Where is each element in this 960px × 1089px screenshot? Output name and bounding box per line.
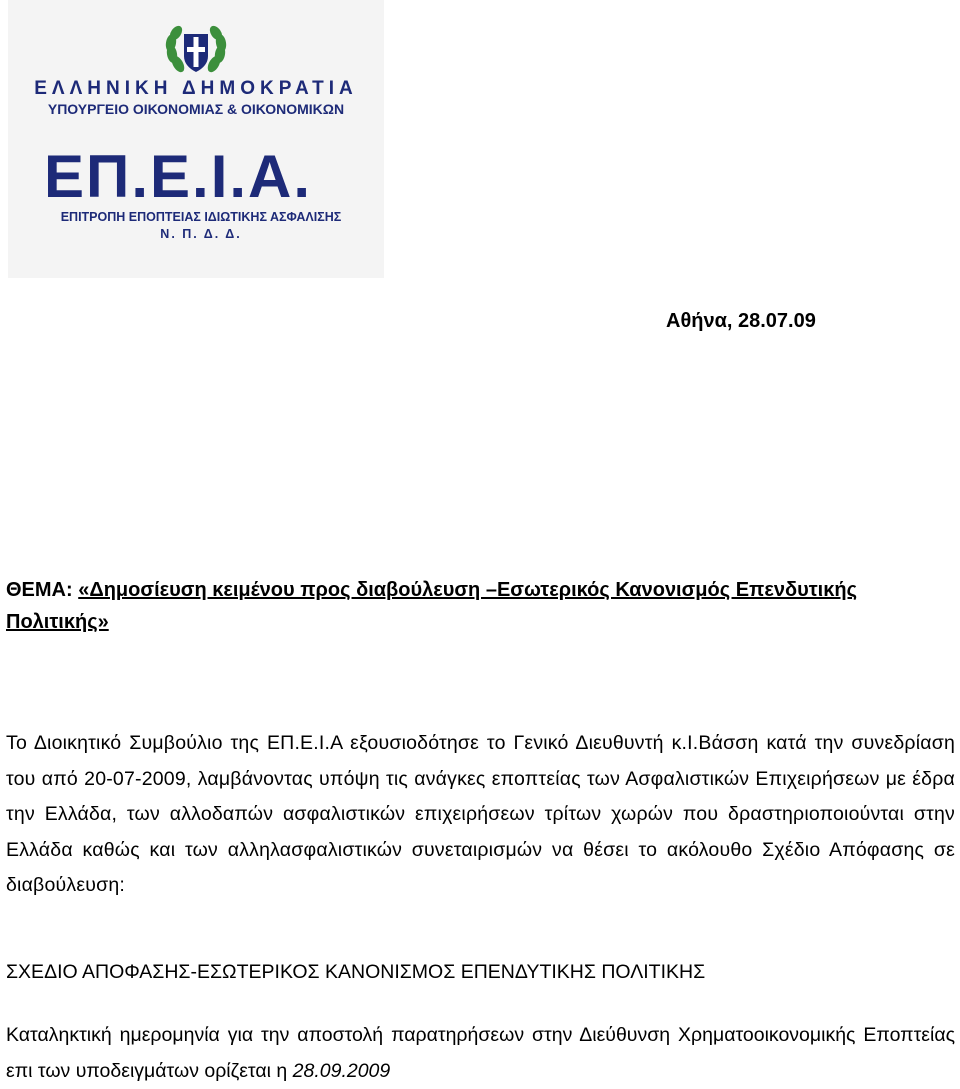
body-paragraph: Το Διοικητικό Συμβούλιο της ΕΠ.Ε.Ι.Α εξουσιοδότησε το Γενικό Διευθυντή κ.Ι.Βάσση κατά την συνεδρίαση του από 20-07-2009, λαμβάνοντας υπόψη τις ανάγκες εποπτείας των Ασφαλιστικών Επιχειρήσεων με έδρα την Ελλάδα, των αλλοδαπών ασφαλιστικών επιχειρήσεων τρίτων χωρών που δραστηριοποιούνται στην Ελλάδα καθώς και των αλληλασφαλιστικών συνεταιρισμών να θέσει το ακόλουθο Σχέδιο Απόφασης σε διαβούλευση: xyxy=(6,732,955,896)
document-date: Αθήνα, 28.07.09 xyxy=(666,310,816,332)
subject-prefix: ΘΕΜΑ: xyxy=(6,579,79,601)
logo-subtitle: ΕΠΙΤΡΟΠΗ ΕΠΟΠΤΕΙΑΣ ΙΔΙΩΤΙΚΗΣ ΑΣΦΑΛΙΣΗΣ xyxy=(60,210,342,224)
subject-line xyxy=(6,574,950,638)
deadline-text: Καταληκτική ημερομηνία για την αποστολή παρατηρήσεων στην Διεύθυνση Χρηματοοικονομικής Εποπτείας επι των υποδειγμάτων ορίζεται η xyxy=(6,1024,955,1082)
logo xyxy=(8,0,384,278)
logo-line-republic: ΕΛΛΗΝΙΚΗ ΔΗΜΟΚΡΑΤΙΑ xyxy=(34,78,358,99)
deadline-paragraph xyxy=(6,1018,955,1089)
logo-abbreviation: ΕΠ.Ε.Ι.Α. xyxy=(44,143,313,210)
subject-title: «Δημοσίευση κειμένου προς διαβούλευση –Εσωτερικός Κανονισμός Επενδυτικής Πολιτικής» xyxy=(6,579,857,633)
logo-line-ministry: ΥΠΟΥΡΓΕΙΟ ΟΙΚΟΝΟΜΙΑΣ & ΟΙΚΟΝΟΜΙΚΩΝ xyxy=(47,101,345,117)
draft-decision-heading: ΣΧΕΔΙΟ ΑΠΟΦΑΣΗΣ-ΕΣΩΤΕΡΙΚΟΣ ΚΑΝΟΝΙΣΜΟΣ ΕΠΕΝΔΥΤΙΚΗΣ ΠΟΛΙΤΙΚΗΣ xyxy=(6,961,706,983)
logo-subtitle-legal: Ν. Π. Δ. Δ. xyxy=(160,227,242,241)
deadline-date: 28.09.2009 xyxy=(292,1059,391,1082)
